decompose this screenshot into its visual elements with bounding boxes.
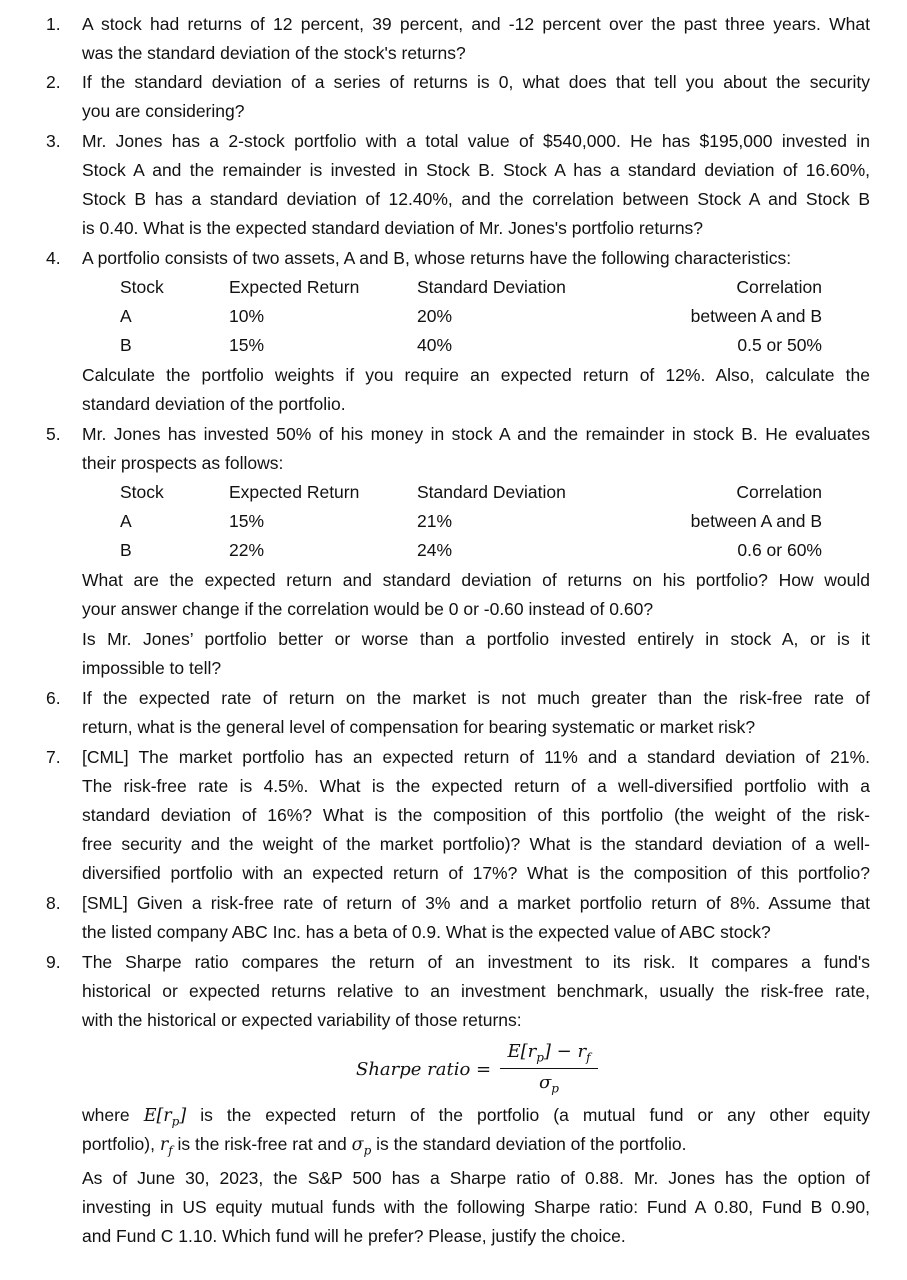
- table-cell: B: [120, 540, 132, 560]
- table-cell: A: [120, 306, 132, 326]
- table-cell: 15%: [229, 511, 265, 531]
- table-header-standard-deviation: Standard Deviation: [417, 482, 566, 502]
- question-number: 4.: [46, 248, 61, 268]
- formula-label: Sharpe ratio =: [356, 1059, 492, 1080]
- table-cell: 21%: [417, 511, 453, 531]
- table-header-stock: Stock: [120, 482, 164, 502]
- question-number: 6.: [46, 688, 61, 708]
- table-cell: 15%: [229, 335, 265, 355]
- table-cell: 40%: [417, 335, 453, 355]
- question-text-line: What are the expected return and standard deviation of returns on his portfolio? How would: [82, 570, 870, 590]
- question-text-line: impossible to tell?: [82, 658, 222, 678]
- question-text-line: If the expected rate of return on the market is not much greater than the risk-free rate of: [82, 688, 870, 708]
- question-text-line: and Fund C 1.10. Which fund will he prefer? Please, justify the choice.: [82, 1226, 626, 1246]
- question-text-line: free security and the weight of the market portfolio)? What is the standard deviation of a well-: [82, 834, 870, 854]
- question-text-line: standard deviation of 16%? What is the composition of this portfolio (the weight of the risk-: [82, 805, 870, 825]
- formula-numerator: $E[r_p] - r_f$: [507, 1041, 591, 1065]
- question-text-line: portfolio), $r_f$ is the risk-free rat and $\sigma_p$ is the standard deviation of the portfolio.: [82, 1134, 687, 1158]
- table-cell: 20%: [417, 306, 453, 326]
- table-header-standard-deviation: Standard Deviation: [417, 277, 566, 297]
- question-text-line: investing in US equity mutual funds with the following Sharpe ratio: Fund A 0.80, Fund B 0.90,: [82, 1197, 870, 1217]
- question-text-line: As of June 30, 2023, the S&P 500 has a Sharpe ratio of 0.88. Mr. Jones has the option of: [82, 1168, 870, 1188]
- fraction-bar: [500, 1068, 598, 1069]
- table-cell: 0.5 or 50%: [737, 335, 822, 355]
- question-text-line: is 0.40. What is the expected standard deviation of Mr. Jones's portfolio returns?: [82, 218, 704, 238]
- table-cell: A: [120, 511, 132, 531]
- table-header-expected-return: Expected Return: [229, 482, 360, 502]
- table-cell: between A and B: [690, 306, 822, 326]
- question-text-line: where $E[r_p]$ is the expected return of the portfolio (a mutual fund or any other equity: [82, 1105, 870, 1129]
- table-cell: between A and B: [690, 511, 822, 531]
- question-text-line: Is Mr. Jones’ portfolio better or worse than a portfolio invested entirely in stock A, or is it: [82, 629, 870, 649]
- table-cell: 0.6 or 60%: [737, 540, 822, 560]
- question-number: 2.: [46, 72, 61, 92]
- question-text-line: historical or expected returns relative to an investment benchmark, usually the risk-free rate,: [82, 981, 870, 1001]
- question-text-line: A stock had returns of 12 percent, 39 percent, and -12 percent over the past three years. What: [82, 14, 870, 34]
- question-number: 8.: [46, 893, 61, 913]
- table-header-stock: Stock: [120, 277, 164, 297]
- table-cell: 10%: [229, 306, 265, 326]
- question-text-line: Stock B has a standard deviation of 12.40%, and the correlation between Stock A and Stock B: [82, 189, 870, 209]
- question-text-line: Stock A and the remainder is invested in Stock B. Stock A has a standard deviation of 16.60%,: [82, 160, 870, 180]
- question-text-line: was the standard deviation of the stock's returns?: [82, 43, 466, 63]
- table-header-expected-return: Expected Return: [229, 277, 360, 297]
- table-cell: B: [120, 335, 132, 355]
- question-number: 1.: [46, 14, 61, 34]
- table-header-correlation: Correlation: [736, 482, 822, 502]
- question-text-line: you are considering?: [82, 101, 245, 121]
- question-text-line: return, what is the general level of compensation for bearing systematic or market risk?: [82, 717, 756, 737]
- question-text-line: [SML] Given a risk-free rate of return of 3% and a market portfolio return of 8%. Assume that: [82, 893, 870, 913]
- question-number: 9.: [46, 952, 61, 972]
- question-text-line: A portfolio consists of two assets, A and B, whose returns have the following characteristics:: [82, 248, 792, 268]
- question-text-line: If the standard deviation of a series of returns is 0, what does that tell you about the security: [82, 72, 870, 92]
- question-text-line: standard deviation of the portfolio.: [82, 394, 346, 414]
- question-text-line: Calculate the portfolio weights if you require an expected return of 12%. Also, calculate the: [82, 365, 870, 385]
- question-text-line: The risk-free rate is 4.5%. What is the expected return of a well-diversified portfolio with a: [82, 776, 870, 796]
- question-text-line: with the historical or expected variability of those returns:: [82, 1010, 522, 1030]
- question-number: 3.: [46, 131, 61, 151]
- question-text-line: their prospects as follows:: [82, 453, 284, 473]
- question-text-line: your answer change if the correlation would be 0 or -0.60 instead of 0.60?: [82, 599, 654, 619]
- question-number: 5.: [46, 424, 61, 444]
- question-number: 7.: [46, 747, 61, 767]
- question-text-line: [CML] The market portfolio has an expected return of 11% and a standard deviation of 21%.: [82, 747, 870, 767]
- table-cell: 24%: [417, 540, 453, 560]
- question-text-line: diversified portfolio with an expected return of 17%? What is the composition of this portfolio?: [82, 863, 870, 883]
- question-text-line: The Sharpe ratio compares the return of an investment to its risk. It compares a fund's: [82, 952, 870, 972]
- question-text-line: Mr. Jones has invested 50% of his money in stock A and the remainder in stock B. He evaluates: [82, 424, 870, 444]
- formula-denominator: $\sigma_p$: [539, 1072, 559, 1096]
- question-text-line: the listed company ABC Inc. has a beta of 0.9. What is the expected value of ABC stock?: [82, 922, 771, 942]
- table-header-correlation: Correlation: [736, 277, 822, 297]
- question-text-line: Mr. Jones has a 2-stock portfolio with a total value of $540,000. He has $195,000 invested in: [82, 131, 870, 151]
- table-cell: 22%: [229, 540, 265, 560]
